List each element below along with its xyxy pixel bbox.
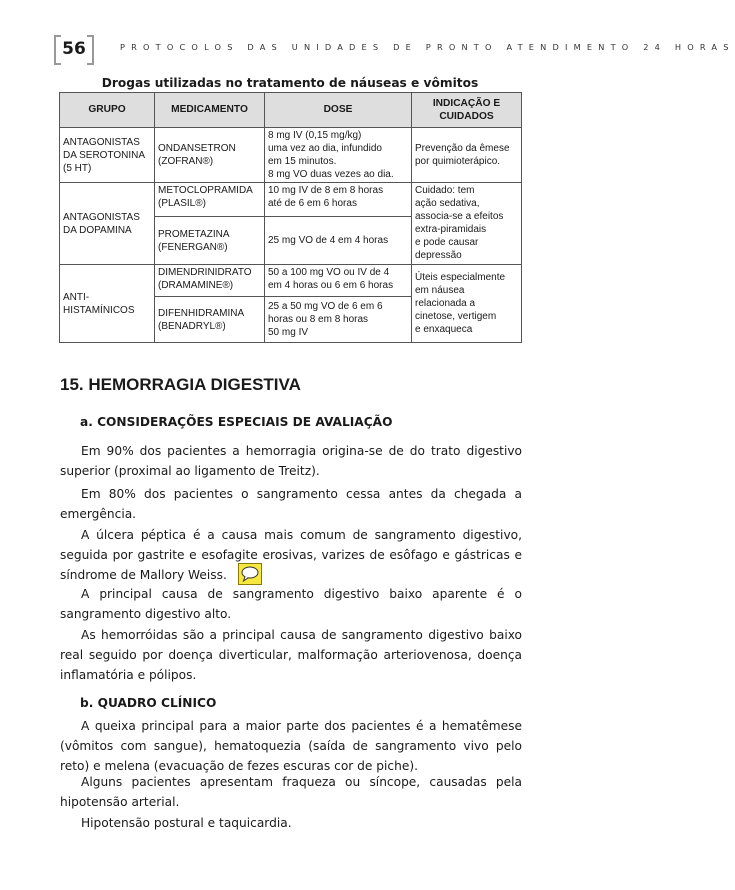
group-cell: ANTI- HISTAMÍNICOS	[60, 265, 155, 343]
section-title: 15. HEMORRAGIA DIGESTIVA	[60, 375, 301, 394]
paragraph: Em 80% dos pacientes o sangramento cessa antes da chegada a emergência.	[60, 487, 522, 521]
paragraph: As hemorróidas são a principal causa de sangramento digestivo baixo real seguido por doença diverticular, malformação arteriovenosa, doença inflamatória e pólipos.	[60, 628, 522, 682]
dose-cell: 50 a 100 mg VO ou IV de 4 em 4 horas ou 6 em 6 horas	[265, 265, 412, 297]
medication-cell: DIMENDRINIDRATO (DRAMAMINE®)	[155, 265, 265, 297]
page-number-bracket-left	[54, 35, 61, 65]
table-title: Drogas utilizadas no tratamento de náuseas e vômitos	[101, 76, 479, 90]
medication-cell: PROMETAZINA (FENERGAN®)	[155, 217, 265, 265]
dose-cell: 25 mg VO de 4 em 4 horas	[265, 217, 412, 265]
page-number	[56, 37, 92, 61]
paragraph: Em 90% dos pacientes a hemorragia origina-se de do trato digestivo superior (proximal ao ligamento de Treitz).	[60, 444, 522, 478]
header-dose: DOSE	[265, 93, 412, 128]
table-row	[60, 183, 522, 217]
medication-cell: DIFENHIDRAMINA (BENADRYL®)	[155, 297, 265, 343]
paragraph: A queixa principal para a maior parte dos pacientes é a hematêmese (vômitos com sangue), hematoquezia (saída de sangramento vivo pelo reto) e melena (evacuação de fezes escuras cor de piche).	[60, 719, 522, 773]
dose-cell: 25 a 50 mg VO de 6 em 6 horas ou 8 em 8 horas 50 mg IV	[265, 297, 412, 343]
paragraph: A úlcera péptica é a causa mais comum de sangramento digestivo, seguida por gastrite e esofagite erosivas, varizes de esôfago e gástricas e síndrome de Mallory Weiss.	[60, 528, 522, 582]
speech-bubble-icon	[239, 564, 261, 584]
table-row	[60, 265, 522, 297]
indication-cell: Úteis especialmente em náusea relacionada a cinetose, vertigem e enxaqueca	[412, 265, 522, 343]
table-header-row	[60, 93, 522, 128]
page-number-text: 56	[62, 39, 86, 59]
indication-cell: Cuidado: tem ação sedativa, associa-se a efeitos extra-piramidais e pode causar depressão	[412, 183, 522, 265]
header-group: GRUPO	[60, 93, 155, 128]
subsection-b-title: b. QUADRO CLÍNICO	[80, 696, 217, 710]
table-row	[60, 128, 522, 183]
indication-cell: Prevenção da êmese por quimioterápico.	[412, 128, 522, 183]
paragraph: A principal causa de sangramento digestivo baixo aparente é o sangramento digestivo alto.	[60, 587, 522, 621]
paragraph: Alguns pacientes apresentam fraqueza ou síncope, causadas pela hipotensão arterial.	[60, 775, 522, 809]
drug-table	[59, 92, 522, 343]
medication-cell: METOCLOPRAMIDA (PLASIL®)	[155, 183, 265, 217]
running-header: PROTOCOLOS DAS UNIDADES DE PRONTO ATENDIMENTO 24 HORAS	[120, 42, 735, 52]
header-indication: INDICAÇÃO E CUIDADOS	[412, 93, 522, 128]
group-cell: ANTAGONISTAS DA DOPAMINA	[60, 183, 155, 265]
comment-icon[interactable]	[238, 563, 262, 585]
page-number-bracket-right	[87, 35, 94, 65]
header-medication: MEDICAMENTO	[155, 93, 265, 128]
subsection-a-title: a. CONSIDERAÇÕES ESPECIAIS DE AVALIAÇÃO	[80, 415, 393, 429]
medication-cell: ONDANSETRON (ZOFRAN®)	[155, 128, 265, 183]
paragraph: Hipotensão postural e taquicardia.	[81, 816, 292, 830]
group-cell: ANTAGONISTAS DA SEROTONINA (5 HT)	[60, 128, 155, 183]
dose-cell: 8 mg IV (0,15 mg/kg) uma vez ao dia, infundido em 15 minutos. 8 mg VO duas vezes ao dia.	[265, 128, 412, 183]
dose-cell: 10 mg IV de 8 em 8 horas até de 6 em 6 horas	[265, 183, 412, 217]
